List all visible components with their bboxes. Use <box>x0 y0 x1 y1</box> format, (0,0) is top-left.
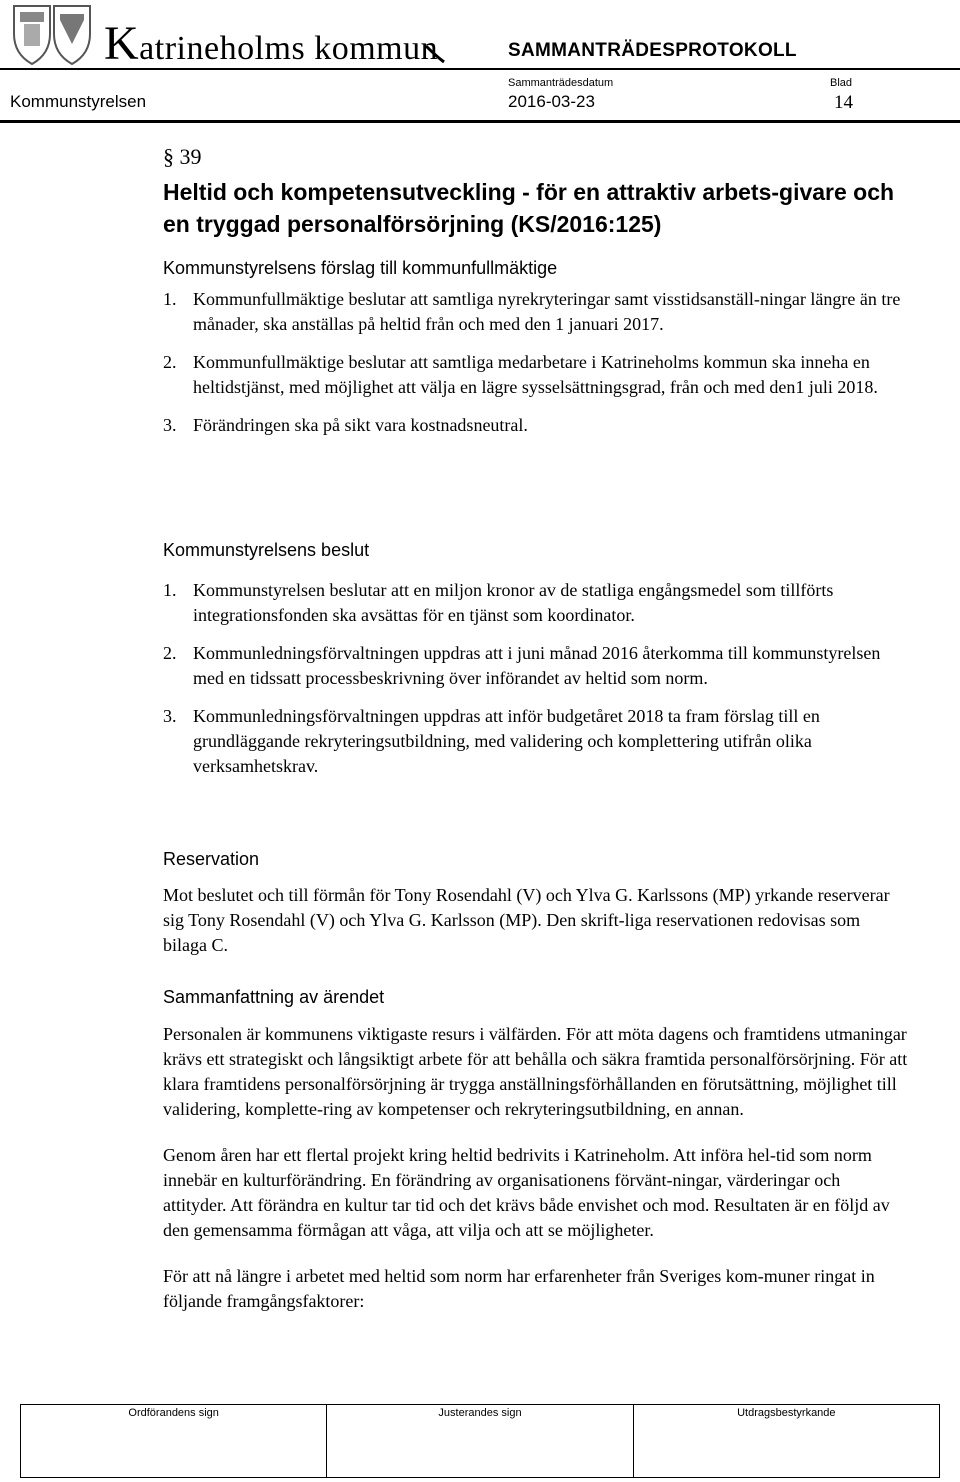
summary-paragraph: Personalen är kommunens viktigaste resurs i välfärden. För att möta dagens och framtidens utmaningar krävs ett strategiskt och långsiktigt arbete för att behålla och säkra framtida personalförsörjning. För att klara framtidens personalförsörjning är trygga anställningsförhållanden en förutsättning, möjlighet till validering, komplette-ring av kompetenser och rekryteringsutbildning, en annan. <box>163 1024 908 1119</box>
date-label: Sammanträdesdatum <box>508 77 614 89</box>
summary-text <box>163 1022 908 1335</box>
decision-heading: Kommunstyrelsens beslut <box>163 540 370 560</box>
section-number: § 39 <box>163 144 202 169</box>
summary-paragraph: Genom åren har ett flertal projekt kring heltid bedrivits i Katrineholm. Att införa hel-tid som norm innebär en kulturförändring. En förändring av organisationens förvänt-ningar, värderingar och attityder. Att förändra en kultur tar tid och det krävs både envishet och mod. Resultaten är en följd av den gemensamma förmågan att våga, att vilja och att se möjligheter. <box>163 1145 890 1240</box>
reservation-heading: Reservation <box>163 849 260 869</box>
page-label: Blad <box>830 77 853 89</box>
reservation-text: Mot beslutet och till förmån för Tony Rosendahl (V) och Ylva G. Karlssons (MP) yrkande reserverar sig Tony Rosendahl (V) och Ylva G. Karlsson (MP). Den skrift-liga reservationen redovisas som bilaga C. <box>163 885 890 955</box>
header-divider-thick <box>0 120 960 123</box>
meeting-date: 2016-03-23 <box>508 92 595 111</box>
summary-paragraph: För att nå längre i arbetet med heltid som norm har erfarenheter från Sveriges kom-muner ringat in följande framgångsfaktorer: <box>163 1266 875 1311</box>
signature-cell-chair: Ordförandens sign <box>21 1405 327 1477</box>
coat-of-arms-icon <box>10 4 94 68</box>
section-title: Heltid och kompetensutveckling - för en attraktiv arbets-givare och en tryggad personalförsörjning (KS/2016:125) <box>163 179 895 237</box>
signature-table <box>20 1404 940 1478</box>
decision-list <box>163 578 908 792</box>
summary-heading: Sammanfattning av ärendet <box>163 987 385 1007</box>
signature-cell-extract: Utdragsbestyrkande <box>737 1407 836 1419</box>
protocol-title: SAMMANTRÄDESPROTOKOLL <box>508 40 797 61</box>
list-item: 3. Förändringen ska på sikt vara kostnadsneutral. <box>163 415 528 435</box>
signature-cell-adjuster: Justerandes sign <box>327 1405 633 1477</box>
list-item: 2. Kommunledningsförvaltningen uppdras att i juni månad 2016 återkomma till kommunstyrelsen med en tidssatt processbeskrivning över införandet av heltid som norm. <box>163 643 881 688</box>
list-item: 2. Kommunfullmäktige beslutar att samtliga medarbetare i Katrineholms kommun ska inneha en heltidstjänst, med möjlighet att välja en lägre sysselsättningsgrad, från och med den1 juli 2018. <box>163 352 878 397</box>
swoosh-icon <box>424 42 446 64</box>
proposal-list <box>163 287 908 451</box>
body-name: Kommunstyrelsen <box>10 92 147 111</box>
page-number: 14 <box>834 92 853 113</box>
list-item: 3. Kommunledningsförvaltningen uppdras att inför budgetåret 2018 ta fram förslag till en grundläggande rekryteringsutbildning, med validering och komplettering utifrån olika verksamhetskrav. <box>163 706 820 776</box>
list-item: 1. Kommunfullmäktige beslutar att samtliga nyrekryteringar samt visstidsanställ-ningar längre än tre månader, ska anställas på heltid från och med den 1 januari 2017. <box>163 289 901 334</box>
proposal-heading: Kommunstyrelsens förslag till kommunfullmäktige <box>163 258 558 278</box>
brand-name: Katrineholms kommun <box>104 17 439 70</box>
list-item: 1. Kommunstyrelsen beslutar att en miljon kronor av de statliga engångsmedel som tillförts integrationsfonden ska avsättas för en tjänst som koordinator. <box>163 580 834 625</box>
header-divider <box>0 68 960 70</box>
